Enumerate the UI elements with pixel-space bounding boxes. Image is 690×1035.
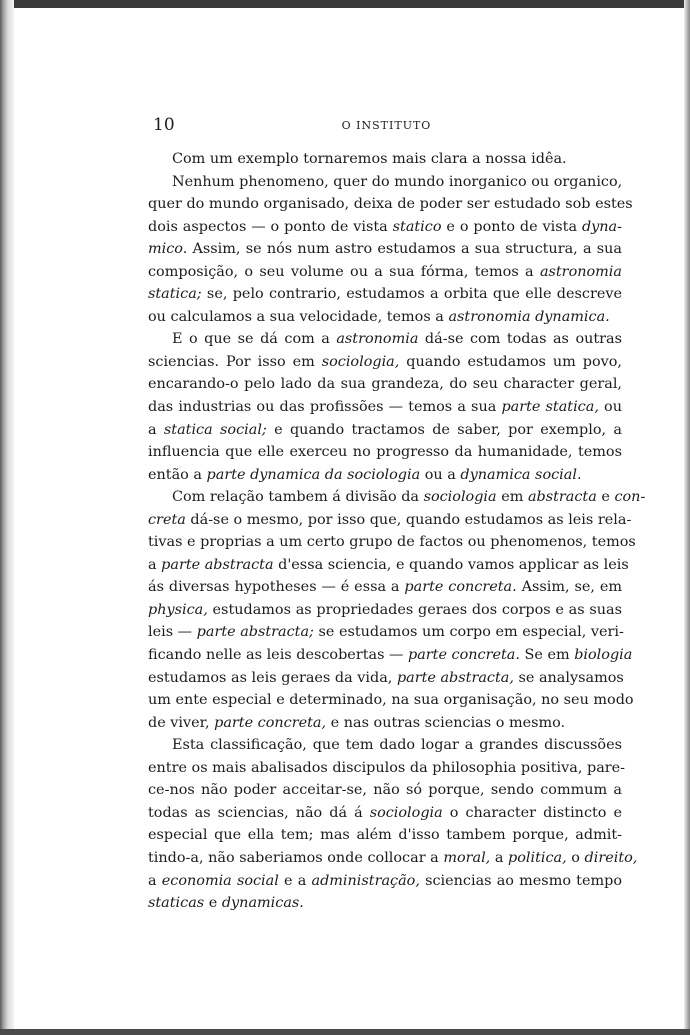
text-line: [148, 689, 634, 712]
text-span: o character distincto e: [442, 804, 622, 821]
text-span: o: [566, 849, 585, 866]
text-line: [148, 351, 622, 374]
text-line: [148, 238, 622, 261]
text-span: encarando-o pelo lado da sua grandeza, do seu character geral,: [148, 376, 622, 393]
text-span: sciencias ao mesmo tempo: [419, 872, 623, 889]
text-line: [148, 328, 622, 351]
text-span: um ente especial e determinado, na sua organisação, no seu modo: [148, 692, 634, 709]
italic-span: astronomia dynamica.: [448, 308, 610, 325]
text-span: ce-nos não poder acceitar-se, não só porque, sendo commum a: [148, 782, 622, 799]
text-line: [148, 757, 626, 780]
text-line: [148, 892, 622, 915]
text-span: E o que se dá com a: [172, 331, 337, 348]
running-title: O INSTITUTO: [341, 119, 432, 132]
text-span: e a: [278, 872, 312, 889]
text-span: Nenhum phenomeno, quer do mundo inorganico ou organico,: [172, 173, 623, 190]
text-span: a: [148, 556, 162, 573]
italic-span: con-: [614, 489, 646, 506]
text-span: Assim, se, em: [516, 579, 623, 596]
italic-span: parte concreta.: [408, 647, 520, 664]
italic-span: sociologia,: [321, 353, 400, 370]
text-span: a: [148, 872, 162, 889]
text-line: [148, 261, 622, 284]
text-span: quando estudamos um povo,: [399, 353, 622, 370]
text-span: Com um exemplo tornaremos mais clara a nossa idêa.: [172, 151, 567, 167]
text-span: se analysamos: [513, 669, 624, 686]
italic-span: statica social;: [163, 421, 267, 438]
text-line: [148, 283, 622, 306]
text-span: Com relação tambem á divisão da: [172, 489, 424, 506]
text-line: [148, 576, 622, 599]
text-span: e o ponto de vista: [441, 218, 582, 235]
text-span: dá-se o mesmo, por isso que, quando estudamos as leis rela-: [185, 511, 632, 528]
italic-span: administração,: [311, 872, 420, 889]
italic-span: biologia: [574, 647, 633, 664]
text-span: sciencias. Por isso em: [148, 353, 322, 370]
italic-span: dynamica social.: [460, 466, 582, 483]
text-span: e: [204, 895, 222, 912]
text-span: dá-se com todas as outras: [418, 331, 622, 348]
text-line: [148, 216, 622, 239]
text-span: de viver,: [148, 714, 215, 731]
italic-span: dynamicas.: [221, 895, 304, 912]
italic-span: politica,: [508, 849, 567, 866]
text-span: tivas e proprias a um certo grupo de factos ou phenomenos, temos: [148, 534, 636, 551]
text-line: [148, 734, 622, 757]
text-line: [148, 870, 622, 893]
text-span: ou: [598, 399, 622, 416]
text-span: Se em: [519, 647, 575, 664]
text-span: então a: [148, 466, 207, 483]
text-line: [148, 599, 622, 622]
text-line: [148, 396, 622, 419]
italic-span: sociologia: [423, 489, 497, 506]
italic-span: parte statica,: [501, 399, 599, 416]
text-span: e: [596, 489, 615, 506]
scan-edge-bottom: [0, 1029, 690, 1035]
text-line: [148, 373, 622, 396]
text-line: [148, 621, 622, 644]
text-line: [148, 667, 622, 690]
text-span: especial que ella tem; mas além d'isso tambem porque, admit-: [148, 827, 622, 844]
text-span: a: [148, 421, 164, 438]
italic-span: staticas: [148, 895, 205, 912]
text-span: estudamos as propriedades geraes dos corpos e as suas: [207, 601, 622, 618]
text-span: ou calculamos a sua velocidade, temos a: [148, 308, 449, 325]
italic-span: sociologia: [369, 804, 443, 821]
text-line: [148, 824, 622, 847]
text-span: todas as sciencias, não dá á: [148, 804, 370, 821]
page-number: 10: [153, 115, 175, 135]
text-line: [148, 171, 622, 194]
page-header: [153, 115, 620, 137]
text-line: [148, 779, 622, 802]
text-span: entre os mais abalisados discipulos da philosophia positiva, pare-: [148, 759, 626, 776]
italic-span: parte dynamica da sociologia: [206, 466, 421, 483]
text-line: [148, 486, 646, 509]
italic-span: economia social: [161, 872, 279, 889]
text-span: em: [496, 489, 528, 506]
italic-span: astronomia: [336, 331, 419, 348]
text-line: [148, 847, 638, 870]
italic-span: parte abstracta,: [396, 669, 514, 686]
italic-span: creta: [148, 511, 186, 528]
text-line: [148, 419, 622, 442]
italic-span: parte abstracta: [161, 556, 274, 573]
text-span: ás diversas hypotheses — é essa a: [148, 579, 405, 596]
text-line: [148, 531, 636, 554]
text-span: a: [490, 849, 508, 866]
italic-span: statica;: [148, 286, 202, 303]
text-span: estudamos as leis geraes da vida,: [148, 669, 397, 686]
italic-span: statico: [392, 218, 442, 235]
italic-span: parte abstracta;: [196, 624, 314, 641]
text-line: [148, 554, 629, 577]
italic-span: parte concreta.: [404, 579, 517, 596]
italic-span: physica,: [148, 601, 208, 618]
text-line: [148, 509, 632, 532]
text-span: Assim, se nós num astro estudamos a sua structura, a sua: [187, 241, 622, 258]
text-line: [148, 712, 622, 735]
text-line: [148, 644, 633, 667]
text-span: quer do mundo organisado, deixa de poder ser estudado sob estes: [148, 196, 633, 213]
body-text: [148, 148, 646, 915]
scan-edge-left: [0, 0, 14, 1035]
text-span: se, pelo contrario, estudamos a orbita que elle descreve: [201, 286, 622, 303]
italic-span: direito,: [584, 849, 638, 866]
text-span: e nas outras sciencias o mesmo.: [326, 714, 566, 731]
text-line: [148, 464, 622, 487]
scan-edge-top: [0, 0, 690, 8]
scan-edge-right: [684, 0, 690, 1035]
text-line: [148, 441, 622, 464]
text-span: e quando tractamos de saber, por exemplo, a: [266, 421, 623, 438]
italic-span: dyna-: [581, 218, 622, 235]
text-span: dois aspectos — o ponto de vista: [148, 218, 393, 235]
text-line: [148, 306, 622, 329]
italic-span: parte concreta,: [214, 714, 327, 731]
italic-span: moral,: [443, 849, 491, 866]
text-span: Esta classificação, que tem dado logar a grandes discussões: [172, 737, 622, 754]
text-span: ou a: [420, 466, 461, 483]
italic-span: abstracta: [527, 489, 597, 506]
text-span: influencia que elle exerceu no progresso da humanidade, temos: [148, 444, 622, 461]
text-span: tindo-a, não saberiamos onde collocar a: [148, 849, 444, 866]
text-line: [148, 193, 633, 216]
text-line: [148, 148, 622, 171]
text-span: d'essa sciencia, e quando vamos applicar as leis: [273, 556, 629, 573]
text-span: leis —: [148, 624, 197, 641]
text-span: se estudamos um corpo em especial, veri-: [313, 624, 624, 641]
italic-span: mico.: [148, 241, 188, 258]
text-span: composição, o seu volume ou a sua fórma, temos a: [148, 263, 540, 280]
text-line: [148, 802, 622, 825]
text-span: ficando nelle as leis descobertas —: [148, 647, 408, 664]
text-span: das industrias ou das profissões — temos a sua: [148, 399, 502, 416]
italic-span: astronomia: [539, 263, 622, 280]
